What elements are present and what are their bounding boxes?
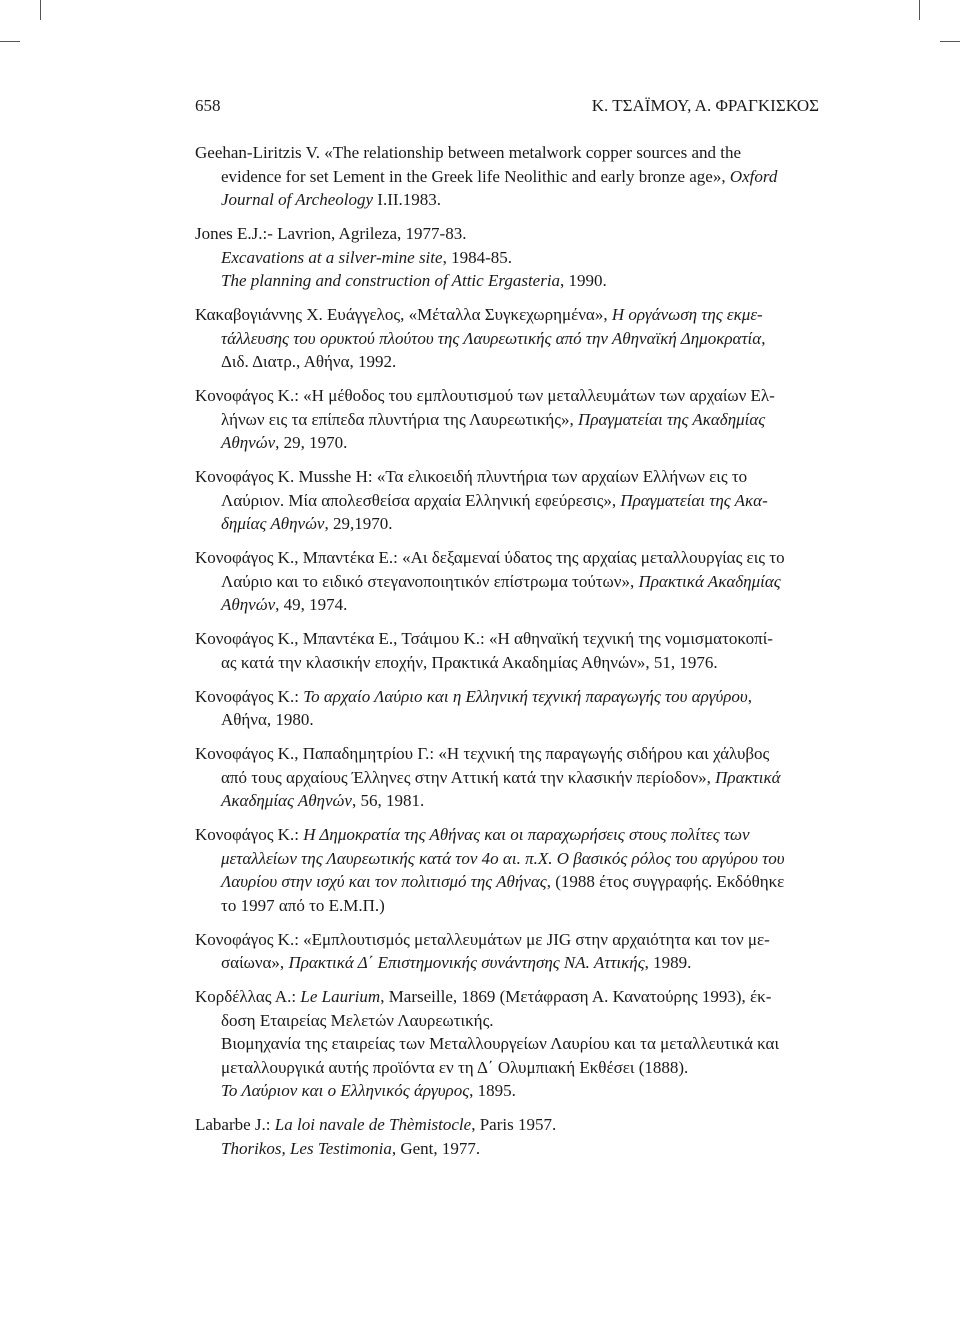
running-header: [195, 95, 819, 117]
bibliography-entry: [195, 742, 819, 813]
entry-line: [195, 847, 819, 871]
entry-line: [195, 823, 819, 847]
entry-line: [195, 188, 819, 212]
italic-title-text: Πρακτικά: [715, 767, 781, 787]
entry-text: Κονοφάγος Κ.:: [195, 825, 304, 844]
italic-title-text: Αθηνών: [221, 433, 276, 452]
entry-text: Κονοφάγος Κ.: «Εμπλουτισμός μεταλλευμάτων με JIG στην αρχαιότητα και τον με-: [195, 929, 770, 949]
italic-title-text: Αθηνών: [221, 595, 276, 614]
italic-title-text: Πραγματείαι της Ακαδημίας: [578, 409, 766, 429]
entry-line: [195, 985, 819, 1009]
entry-text: Κορδέλλας Α.:: [195, 987, 301, 1006]
entry-text: , 49, 1974.: [275, 595, 348, 614]
bibliography-entry: [195, 465, 819, 536]
entry-line: [195, 742, 819, 766]
entry-text: Διδ. Διατρ., Αθήνα, 1992.: [221, 352, 397, 371]
entry-text: Jones E.J.:- Lavrion, Agrileza, 1977-83.: [195, 224, 467, 243]
entry-text: , 1984-85.: [442, 247, 512, 267]
entry-line: [195, 222, 819, 246]
entry-line: [195, 303, 819, 327]
entry-text: , 29, 1970.: [275, 433, 348, 452]
entry-line: [195, 165, 819, 189]
entry-text: από τους αρχαίους Έλληνες στην Αττική κατά την κλασικήν περίοδον»,: [221, 767, 716, 787]
entry-text: Κακαβογιάννης Χ. Ευάγγελος, «Μέταλλα Συγκεχωρημένα»,: [195, 305, 612, 324]
entry-text: I.II.1983.: [373, 190, 442, 209]
italic-title-text: Oxford: [729, 166, 778, 186]
entry-line: [195, 685, 819, 709]
entry-text: , Gent, 1977.: [391, 1138, 481, 1158]
entry-text: ,: [761, 328, 766, 348]
bibliography-entry: [195, 928, 819, 975]
entry-text: Λαύριο και το ειδικό στεγανοποιητικόν επίστρωμα τούτων»,: [221, 571, 639, 591]
crop-mark-top-left-h: [0, 41, 20, 42]
italic-title-text: Η οργάνωση της εκμε-: [611, 305, 763, 324]
entry-line: [195, 1056, 819, 1080]
entry-text: , 29,1970.: [324, 514, 393, 533]
entry-text: σαίωνα»,: [221, 953, 289, 972]
entry-text: , 1989.: [644, 953, 692, 972]
bibliography-entry: [195, 685, 819, 732]
entry-text: , 1895.: [469, 1081, 516, 1100]
entry-text: Κονοφάγος Κ.:: [195, 686, 304, 706]
italic-title-text: τάλλευσης του ορυκτού πλούτου της Λαυρεωτικής από την Αθηναϊκή Δημοκρατία: [221, 328, 762, 348]
bibliography-entry: [195, 985, 819, 1103]
entry-text: , 1990.: [560, 271, 607, 290]
crop-mark-top-left: [40, 0, 41, 20]
entry-line: [195, 894, 819, 918]
entry-line: [195, 627, 819, 651]
crop-mark-top-right: [919, 0, 920, 20]
italic-title-text: Le Laurium: [300, 987, 381, 1006]
entry-line: [195, 928, 819, 952]
page-body: [195, 95, 819, 1171]
entry-line: [195, 766, 819, 790]
entry-line: [195, 1113, 819, 1137]
entry-line: [195, 593, 819, 617]
crop-mark-top-right-h: [940, 41, 960, 42]
italic-title-text: Πρακτικά Δ΄ Επιστημονικής συνάντησης ΝΑ. Αττικής: [288, 953, 645, 972]
entry-line: [195, 327, 819, 351]
bibliography-entry: [195, 303, 819, 374]
entry-line: [195, 512, 819, 536]
entry-line: [195, 431, 819, 455]
entry-line: [195, 951, 819, 975]
italic-title-text: Το Λαύριον και ο Ελληνικός άργυρος: [221, 1081, 470, 1100]
italic-title-text: La loi navale de Thèmistocle: [274, 1115, 472, 1134]
bibliography-entry: [195, 823, 819, 917]
entry-text: , Paris 1957.: [471, 1115, 557, 1134]
entry-line: [195, 570, 819, 594]
entry-text: Αθήνα, 1980.: [221, 710, 314, 729]
bibliography-entry: [195, 384, 819, 455]
italic-title-text: Excavations at a silver-mine site: [221, 247, 443, 267]
entry-line: [195, 1137, 819, 1161]
entry-line: [195, 789, 819, 813]
entry-text: ,: [747, 686, 752, 706]
entry-text: Λαύριον. Μία απολεσθείσα αρχαία Ελληνική εφεύρεσις»,: [221, 490, 621, 510]
italic-title-text: δημίας Αθηνών: [221, 514, 325, 533]
entry-text: μεταλλουργικά αυτής προϊόντα εν τη Δ΄ Ολυμπιακή Εκθέσει (1888).: [221, 1057, 689, 1077]
entry-line: [195, 708, 819, 732]
entry-text: δοση Εταιρείας Μελετών Λαυρεωτικής.: [221, 1010, 494, 1030]
entry-line: [195, 246, 819, 270]
entry-line: [195, 465, 819, 489]
entry-text: , (1988 έτος συγγραφής. Εκδόθηκε: [546, 872, 785, 891]
entry-line: [195, 384, 819, 408]
entry-line: [195, 489, 819, 513]
entry-line: [195, 651, 819, 675]
italic-title-text: Thorikos, Les Testimonia: [221, 1138, 392, 1158]
entry-text: , 56, 1981.: [351, 791, 425, 810]
entry-text: Κονοφάγος Κ.: «Η μέθοδος του εμπλουτισμού των μεταλλευμάτων των αρχαίων Ελ-: [195, 386, 775, 405]
entry-line: [195, 1009, 819, 1033]
italic-title-text: Λαυρίου στην ισχύ και τον πολιτισμό της Αθήνας: [221, 872, 547, 891]
running-title: Κ. ΤΣΑΪΜΟΥ, Α. ΦΡΑΓΚΙΣΚΟΣ: [591, 96, 819, 115]
entry-text: Βιομηχανία της εταιρείας των Μεταλλουργείων Λαυρίου και τα μεταλλευτικά και: [221, 1034, 780, 1053]
entry-text: λήνων εις τα επίπεδα πλυντήρια της Λαυρεωτικής»,: [221, 409, 579, 429]
bibliography-entry: [195, 546, 819, 617]
entry-text: Κονοφάγος Κ., Μπαντέκα Ε.: «Αι δεξαμεναί ύδατος της αρχαίας μεταλλουργίας εις το: [195, 548, 785, 567]
entry-text: το 1997 από το Ε.Μ.Π.): [221, 895, 385, 915]
italic-title-text: The planning and construction of Attic Ergasteria: [221, 271, 561, 290]
entry-line: [195, 1079, 819, 1103]
entry-line: [195, 408, 819, 432]
entry-line: [195, 1032, 819, 1056]
entry-line: [195, 141, 819, 165]
page-number: 658: [195, 96, 221, 115]
entry-text: ας κατά την κλασικήν εποχήν, Πρακτικά Ακαδημίας Αθηνών», 51, 1976.: [221, 652, 718, 672]
bibliography-entry: [195, 141, 819, 212]
italic-title-text: Πρακτικά Ακαδημίας: [638, 571, 781, 591]
italic-title-text: μεταλλείων της Λαυρεωτικής κατά τον 4ο αι. π.Χ. Ο βασικός ρόλος του αργύρου του: [221, 848, 785, 868]
entry-text: Labarbe J.:: [195, 1115, 275, 1134]
bibliography-entry: [195, 627, 819, 674]
italic-title-text: Το αρχαίο Λαύριο και η Ελληνική τεχνική παραγωγής του αργύρου: [303, 686, 748, 706]
entry-text: Κονοφάγος Κ., Παπαδημητρίου Γ.: «Η τεχνική της παραγωγής σιδήρου και χάλυβος: [195, 744, 770, 763]
italic-title-text: Ακαδημίας Αθηνών: [221, 791, 352, 810]
entry-text: evidence for set Lement in the Greek life Neolithic and early bronze age»,: [221, 166, 730, 186]
italic-title-text: Journal of Archeology: [221, 190, 374, 209]
entry-line: [195, 546, 819, 570]
italic-title-text: Η Δημοκρατία της Αθήνας και οι παραχωρήσεις στους πολίτες των: [303, 825, 750, 844]
entry-line: [195, 870, 819, 894]
italic-title-text: Πραγματείαι της Ακα-: [620, 490, 768, 510]
entry-line: [195, 350, 819, 374]
bibliography-entry: [195, 1113, 819, 1160]
entry-line: [195, 269, 819, 293]
entry-text: , Marseille, 1869 (Μετάφραση Α. Κανατούρης 1993), έκ-: [380, 987, 772, 1006]
entry-text: Geehan-Liritzis V. «The relationship between metalwork copper sources and the: [195, 143, 742, 162]
bibliography-entry: [195, 222, 819, 293]
entry-text: Κονοφάγος Κ. Musshe H: «Τα ελικοειδή πλυντήρια των αρχαίων Ελλήνων εις το: [195, 467, 748, 486]
bibliography-list: [195, 141, 819, 1160]
entry-text: Κονοφάγος Κ., Μπαντέκα Ε., Τσάιμου Κ.: «Η αθηναϊκή τεχνική της νομισματοκοπί-: [195, 629, 773, 648]
